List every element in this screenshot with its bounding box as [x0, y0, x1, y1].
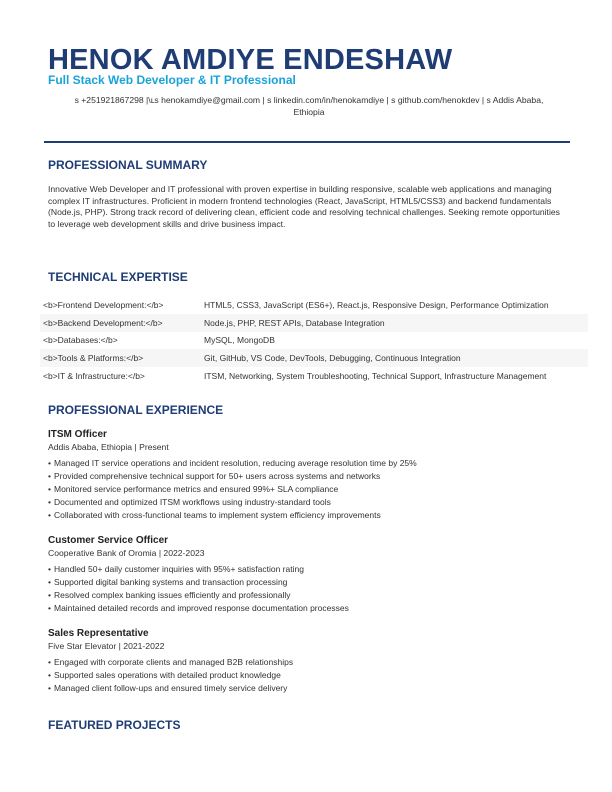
list-item: [48, 470, 568, 483]
list-item: [48, 656, 568, 669]
summary-text: Innovative Web Developer and IT professional with proven expertise in building responsive, scalable web applications and managing complex IT infrastructures. Proficient in modern frontend technologies (React, JavaScript, HTML5/CSS3) and backend fundamentals (Node.js, PHP). Strong track record of delivering clean, efficient code and resolving technical challenges. Seeking remote opportunities to leverage web development skills and drive business impact.: [48, 184, 560, 229]
skill-row: [40, 367, 588, 385]
contact-line: Ethiopia: [293, 106, 325, 117]
contact-line: s +251921867298 |\ւs henokamdiye@gmail.com | s linkedin.com/in/henokamdiye | s github.com/henokdev | s Addis Ababa,: [74, 95, 544, 105]
bullet-text: Supported sales operations with detailed product knowledge: [53, 670, 281, 680]
section-title-experience: PROFESSIONAL EXPERIENCE: [48, 403, 224, 417]
skill-value: ITSM, Networking, System Troubleshooting, Technical Support, Infrastructure Management: [204, 371, 547, 382]
job-title: Customer Service Officer: [48, 535, 169, 546]
job-bullets: [48, 656, 568, 695]
section-title-expertise: TECHNICAL EXPERTISE: [48, 270, 188, 284]
skill-value: Node.js, PHP, REST APIs, Database Integration: [204, 317, 385, 328]
skill-value: HTML5, CSS3, JavaScript (ES6+), React.js, Responsive Design, Performance Optimization: [204, 299, 549, 310]
bullet-text: Supported digital banking systems and transaction processing: [53, 577, 288, 587]
bullet-icon: •: [48, 683, 51, 693]
job-entry: [48, 535, 568, 615]
skill-category: <b>Databases:</b>: [43, 335, 118, 346]
list-item: [48, 576, 568, 589]
bullet-text: Maintained detailed records and improved response documentation processes: [53, 603, 349, 613]
job-headline: Full Stack Web Developer & IT Professional: [48, 73, 296, 87]
skill-category: <b>Backend Development:</b>: [43, 317, 163, 328]
bullet-text: Managed client follow-ups and ensured timely service delivery: [53, 683, 288, 693]
skill-category: <b>Frontend Development:</b>: [43, 299, 164, 310]
list-item: [48, 602, 568, 615]
bullet-text: Documented and optimized ITSM workflows using industry-standard tools: [53, 497, 331, 507]
job-bullets: [48, 563, 568, 615]
bullet-text: Handled 50+ daily customer inquiries with 95%+ satisfaction rating: [53, 564, 304, 574]
bullet-text: Engaged with corporate clients and managed B2B relationships: [53, 657, 294, 667]
skill-value: Git, GitHub, VS Code, DevTools, Debugging, Continuous Integration: [204, 353, 461, 364]
skills-table: [40, 296, 588, 385]
list-item: [48, 457, 568, 470]
header-divider: [44, 141, 570, 143]
skill-category: <b>IT & Infrastructure:</b>: [43, 371, 145, 382]
job-bullets: [48, 457, 568, 522]
job-entry: [48, 429, 568, 522]
list-item: [48, 682, 568, 695]
bullet-icon: •: [48, 590, 51, 600]
job-meta: Five Star Elevator | 2021-2022: [48, 641, 165, 651]
list-item: [48, 509, 568, 522]
bullet-icon: •: [48, 484, 51, 494]
bullet-icon: •: [48, 564, 51, 574]
skill-row: [40, 296, 588, 314]
bullet-icon: •: [48, 458, 51, 468]
list-item: [48, 483, 568, 496]
skill-row: [40, 349, 588, 367]
bullet-text: Monitored service performance metrics and ensured 99%+ SLA compliance: [53, 484, 339, 494]
list-item: [48, 589, 568, 602]
bullet-text: Managed IT service operations and incident resolution, reducing average resolution time by 25%: [53, 458, 417, 468]
bullet-text: Provided comprehensive technical support for 50+ users across systems and networks: [53, 471, 381, 481]
bullet-icon: •: [48, 497, 51, 507]
bullet-icon: •: [48, 670, 51, 680]
list-item: [48, 496, 568, 509]
skill-value: MySQL, MongoDB: [204, 335, 275, 346]
bullet-icon: •: [48, 510, 51, 520]
bullet-icon: •: [48, 657, 51, 667]
list-item: [48, 669, 568, 682]
section-title-projects: FEATURED PROJECTS: [48, 718, 181, 732]
bullet-icon: •: [48, 471, 51, 481]
bullet-icon: •: [48, 577, 51, 587]
job-meta: Cooperative Bank of Oromia | 2022-2023: [48, 548, 205, 558]
skill-category: <b>Tools & Platforms:</b>: [43, 353, 144, 364]
job-title: Sales Representative: [48, 628, 149, 639]
job-entry: [48, 628, 568, 695]
bullet-text: Resolved complex banking issues efficiently and professionally: [53, 590, 291, 600]
job-title: ITSM Officer: [48, 429, 107, 440]
job-meta: Addis Ababa, Ethiopia | Present: [48, 442, 169, 452]
skill-row: [40, 314, 588, 332]
section-title-summary: PROFESSIONAL SUMMARY: [48, 158, 208, 172]
bullet-text: Collaborated with cross-functional teams to implement system efficiency improvements: [53, 510, 381, 520]
list-item: [48, 563, 568, 576]
skill-row: [40, 332, 588, 350]
contact-info: [48, 95, 570, 118]
bullet-icon: •: [48, 603, 51, 613]
candidate-name: HENOK AMDIYE ENDESHAW: [48, 44, 453, 76]
